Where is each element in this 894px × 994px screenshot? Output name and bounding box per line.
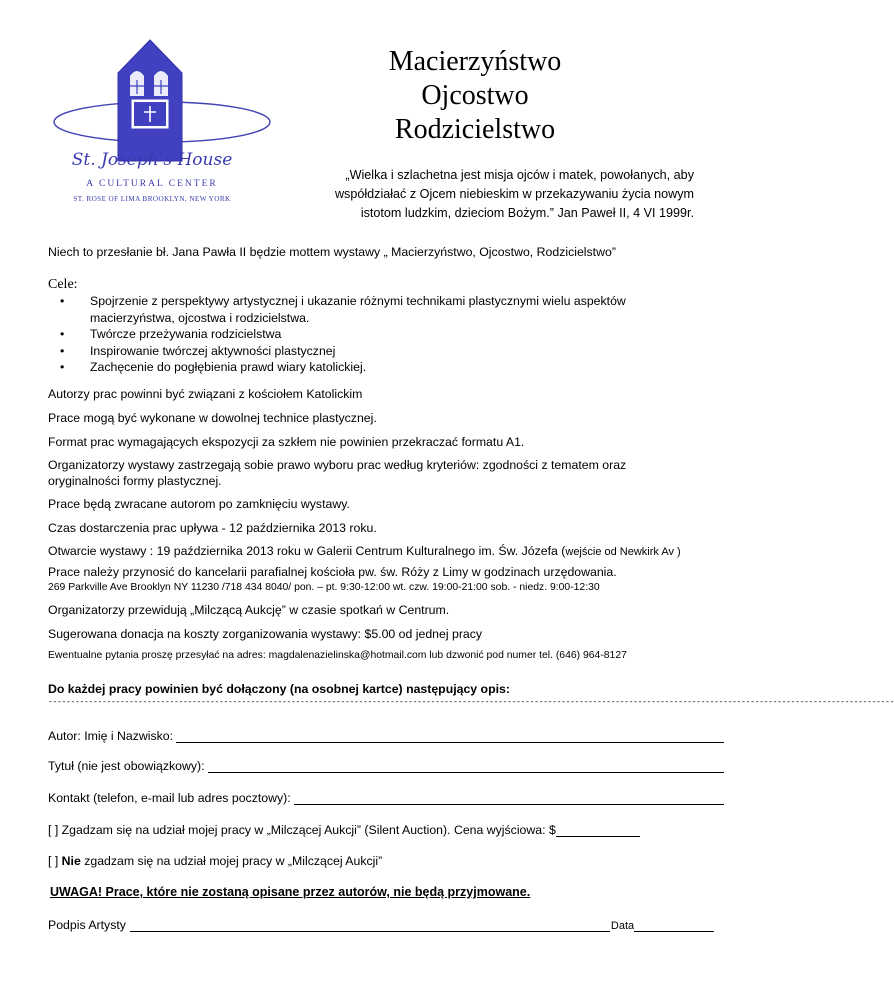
logo-address: ST. ROSE OF LIMA BROOKLYN, NEW YORK xyxy=(73,195,231,203)
author-field xyxy=(48,729,724,743)
goal-item: • Spojrzenie z perspektywy artystycznej i ukazanie różnymi technikami plastycznymi wielu aspektów macierzyństwa, ojcostwa i rodzicielstwa. xyxy=(48,293,688,326)
rule-technique: Prace mogą być wykonane w dowolnej technice plastycznej. xyxy=(48,411,377,425)
title-label: Tytuł (nie jest obowiązkowy): xyxy=(48,759,205,773)
rule-selection: Organizatorzy wystawy zastrzegają sobie prawo wyboru prac według kryteriów: zgodności z tematem oraz xyxy=(48,458,627,472)
papal-quote xyxy=(282,166,694,223)
disagree-option[interactable] xyxy=(48,854,382,868)
logo-name: St. Joseph's House xyxy=(71,150,233,170)
goal-item: • Inspirowanie twórczej aktywności plastycznej xyxy=(48,343,688,360)
contact-field xyxy=(48,791,724,805)
goal-item: • Twórcze przeżywania rodzicielstwa xyxy=(48,326,688,343)
rule-delivery: Prace należy przynosić do kancelarii parafialnej kościoła pw. św. Róży z Limy w godzinach urzędowania. xyxy=(48,565,617,579)
title-field xyxy=(48,759,724,773)
contact-label: Kontakt (telefon, e-mail lub adres pocztowy): xyxy=(48,791,291,805)
rule-opening-entrance: wejście od Newkirk Av ) xyxy=(565,546,681,558)
cut-line: -------------------------------------------------------------------------------------------------------------------------------------------------------------------------------------------- xyxy=(48,698,894,707)
title-line-1: Macierzyństwo xyxy=(388,46,562,77)
rule-author-affiliation: Autorzy prac powinni być związani z kościołem Katolickim xyxy=(48,387,363,401)
warning-notice: UWAGA! Prace, które nie zostaną opisane przez autorów, nie będą przyjmowane. xyxy=(50,885,531,899)
title-line-2: Ojcostwo xyxy=(421,80,529,111)
goal-item: • Zachęcenie do pogłębienia prawd wiary katolickiej. xyxy=(48,359,688,376)
title-input-line[interactable] xyxy=(208,760,724,773)
quote-line-2: współdziałać z Ojcem niebieskim w przekazywaniu życia nowym xyxy=(334,187,694,201)
rule-contact: Ewentualne pytania proszę przesyłać na adres: magdalenazielinska@hotmail.com lub dzwonić pod numer tel. (646) 964-8127 xyxy=(48,650,627,661)
signature-row xyxy=(48,918,714,932)
goals-list xyxy=(48,293,688,376)
signature-label: Podpis Artysty xyxy=(48,918,126,932)
quote-line-1: „Wielka i szlachetna jest misja ojców i matek, powołanych, aby xyxy=(345,168,694,182)
goals-heading: Cele: xyxy=(48,277,78,292)
date-label: Data xyxy=(610,920,635,932)
rule-format: Format prac wymagających ekspozycji za szkłem nie powinien przekraczać formatu A1. xyxy=(48,435,525,449)
agree-option[interactable] xyxy=(48,823,668,837)
author-input-line[interactable] xyxy=(176,730,724,743)
disagree-prefix: [ ] xyxy=(48,854,62,868)
title-line-3: Rodzicielstwo xyxy=(394,114,556,145)
rule-selection-cont: oryginalności formy plastycznej. xyxy=(48,474,222,488)
rule-opening xyxy=(48,544,681,558)
logo-subtitle: A CULTURAL CENTER xyxy=(86,179,218,189)
date-input-line[interactable] xyxy=(634,919,714,932)
form-heading: Do każdej pracy powinien być dołączony (na osobnej kartce) następujący opis: xyxy=(48,682,510,696)
agree-label: [ ] Zgadzam się na udział mojej pracy w „Milczącej Aukcji” (Silent Auction). Cena wyjściowa: $ xyxy=(48,823,556,837)
office-address-hours: 269 Parkville Ave Brooklyn NY 11230 /718 434 8040/ pon. – pt. 9:30-12:00 wt. czw. 19:00-21:00 sob. - niedz. 9:00-12:30 xyxy=(48,582,600,593)
disagree-bold: Nie xyxy=(61,854,81,868)
rule-opening-text: Otwarcie wystawy : 19 października 2013 roku w Galerii Centrum Kulturalnego im. Św. Józefa ( xyxy=(48,544,566,558)
rule-silent-auction: Organizatorzy przewidują „Milczącą Aukcję” w czasie spotkań w Centrum. xyxy=(48,603,450,617)
author-label: Autor: Imię i Nazwisko: xyxy=(48,729,174,743)
contact-input-line[interactable] xyxy=(294,792,724,805)
disagree-text: zgadzam się na udział mojej pracy w „Milczącej Aukcji” xyxy=(80,854,383,868)
rule-deadline: Czas dostarczenia prac upływa - 12 października 2013 roku. xyxy=(48,521,377,535)
quote-line-3: istotom ludzkim, dzieciom Bożym.” Jan Paweł II, 4 VI 1999r. xyxy=(360,206,694,220)
motto: Niech to przesłanie bł. Jana Pawła II będzie mottem wystawy „ Macierzyństwo, Ojcostwo, Rodzicielstwo” xyxy=(48,245,616,259)
rule-return: Prace będą zwracane autorom po zamknięciu wystawy. xyxy=(48,497,350,511)
starting-price-input-line[interactable] xyxy=(556,824,640,837)
signature-input-line[interactable] xyxy=(130,919,610,932)
rule-donation: Sugerowana donacja na koszty zorganizowania wystawy: $5.00 od jednej pracy xyxy=(48,627,483,641)
